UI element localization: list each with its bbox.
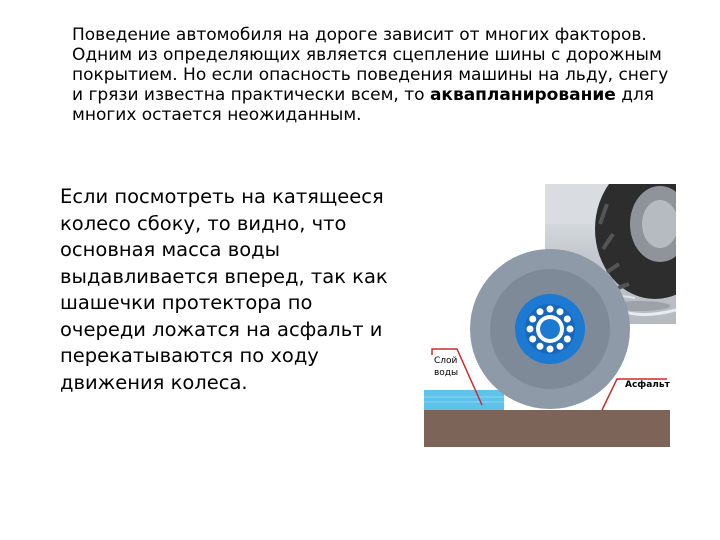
asphalt-ground	[424, 410, 670, 447]
water-label-line1: Слой	[434, 356, 458, 366]
hydroplaning-diagram	[412, 247, 670, 447]
explanation-paragraph: Если посмотреть на катящееся колесо сбоку, то видно, что основная масса воды выдавливается вперед, так как шашечки протектора по очереди ложатся на асфальт и перекатываются по ходу движения колеса.	[60, 185, 388, 394]
asphalt-label: Асфальт	[625, 380, 670, 390]
intro-text-start: Поведение автомобиля на дороге зависит от многих факторов. Одним из определяющих является сцепление шины с дорожным покрытием. Но если опасность поведения машины на льду, снегу и грязи известна практически всем, то	[72, 25, 669, 105]
intro-paragraph	[72, 25, 672, 125]
intro-text-end: для многих остается неожиданным.	[72, 85, 655, 125]
water-label-line2: воды	[434, 368, 459, 378]
water-layer	[424, 390, 504, 410]
aquaplaning-term: аквапланирование	[429, 85, 616, 105]
